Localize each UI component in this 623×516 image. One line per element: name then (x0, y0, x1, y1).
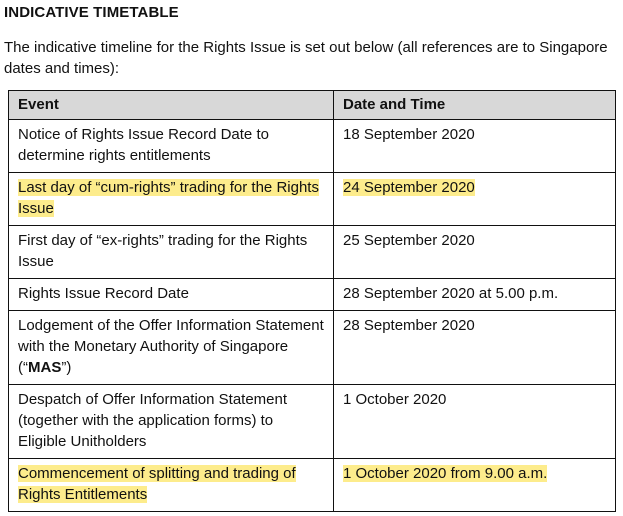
event-cell (9, 173, 334, 226)
event-text: First day of “ex-rights” trading for the Rights Issue (18, 232, 308, 270)
table-row (9, 459, 616, 512)
date-cell (334, 226, 616, 279)
table-row (9, 311, 616, 385)
event-cell (9, 459, 334, 512)
timetable-table (8, 90, 616, 512)
event-text: Commencement of splitting and trading of Rights Entitlements (18, 465, 296, 503)
date-cell (334, 279, 616, 311)
event-cell (9, 385, 334, 459)
table-row (9, 226, 616, 279)
date-cell (334, 173, 616, 226)
event-text: Rights Issue Record Date (18, 285, 189, 302)
event-cell (9, 311, 334, 385)
event-text-prefix: Lodgement of the Offer Information Statement with the Monetary Authority of Singapore (“ (18, 317, 324, 376)
event-text: Notice of Rights Issue Record Date to determine rights entitlements (18, 126, 269, 164)
event-cell (9, 226, 334, 279)
date-cell (334, 459, 616, 512)
event-text: Last day of “cum-rights” trading for the Rights Issue (18, 179, 319, 217)
date-cell (334, 311, 616, 385)
table-row (9, 385, 616, 459)
event-text-suffix: ”) (61, 359, 72, 376)
column-header-event: Event (9, 91, 334, 120)
date-text: 25 September 2020 (343, 232, 475, 249)
event-text: Despatch of Offer Information Statement (together with the application forms) to Eligible Unitholders (18, 391, 288, 450)
date-text: 28 September 2020 at 5.00 p.m. (343, 285, 559, 302)
date-text: 18 September 2020 (343, 126, 475, 143)
event-text-defined-term: MAS (28, 359, 62, 376)
date-text: 28 September 2020 (343, 317, 475, 334)
date-text: 24 September 2020 (343, 179, 475, 196)
date-text: 1 October 2020 (343, 391, 447, 408)
table-row (9, 120, 616, 173)
page-title: INDICATIVE TIMETABLE (4, 4, 179, 21)
table-row (9, 279, 616, 311)
date-text: 1 October 2020 from 9.00 a.m. (343, 465, 548, 482)
table-row (9, 173, 616, 226)
date-cell (334, 385, 616, 459)
column-header-date: Date and Time (334, 91, 616, 120)
intro-paragraph: The indicative timeline for the Rights Issue is set out below (all references are to Singapore dates and times): (4, 39, 608, 77)
date-cell (334, 120, 616, 173)
table-header-row (9, 91, 616, 120)
event-cell (9, 279, 334, 311)
event-cell (9, 120, 334, 173)
